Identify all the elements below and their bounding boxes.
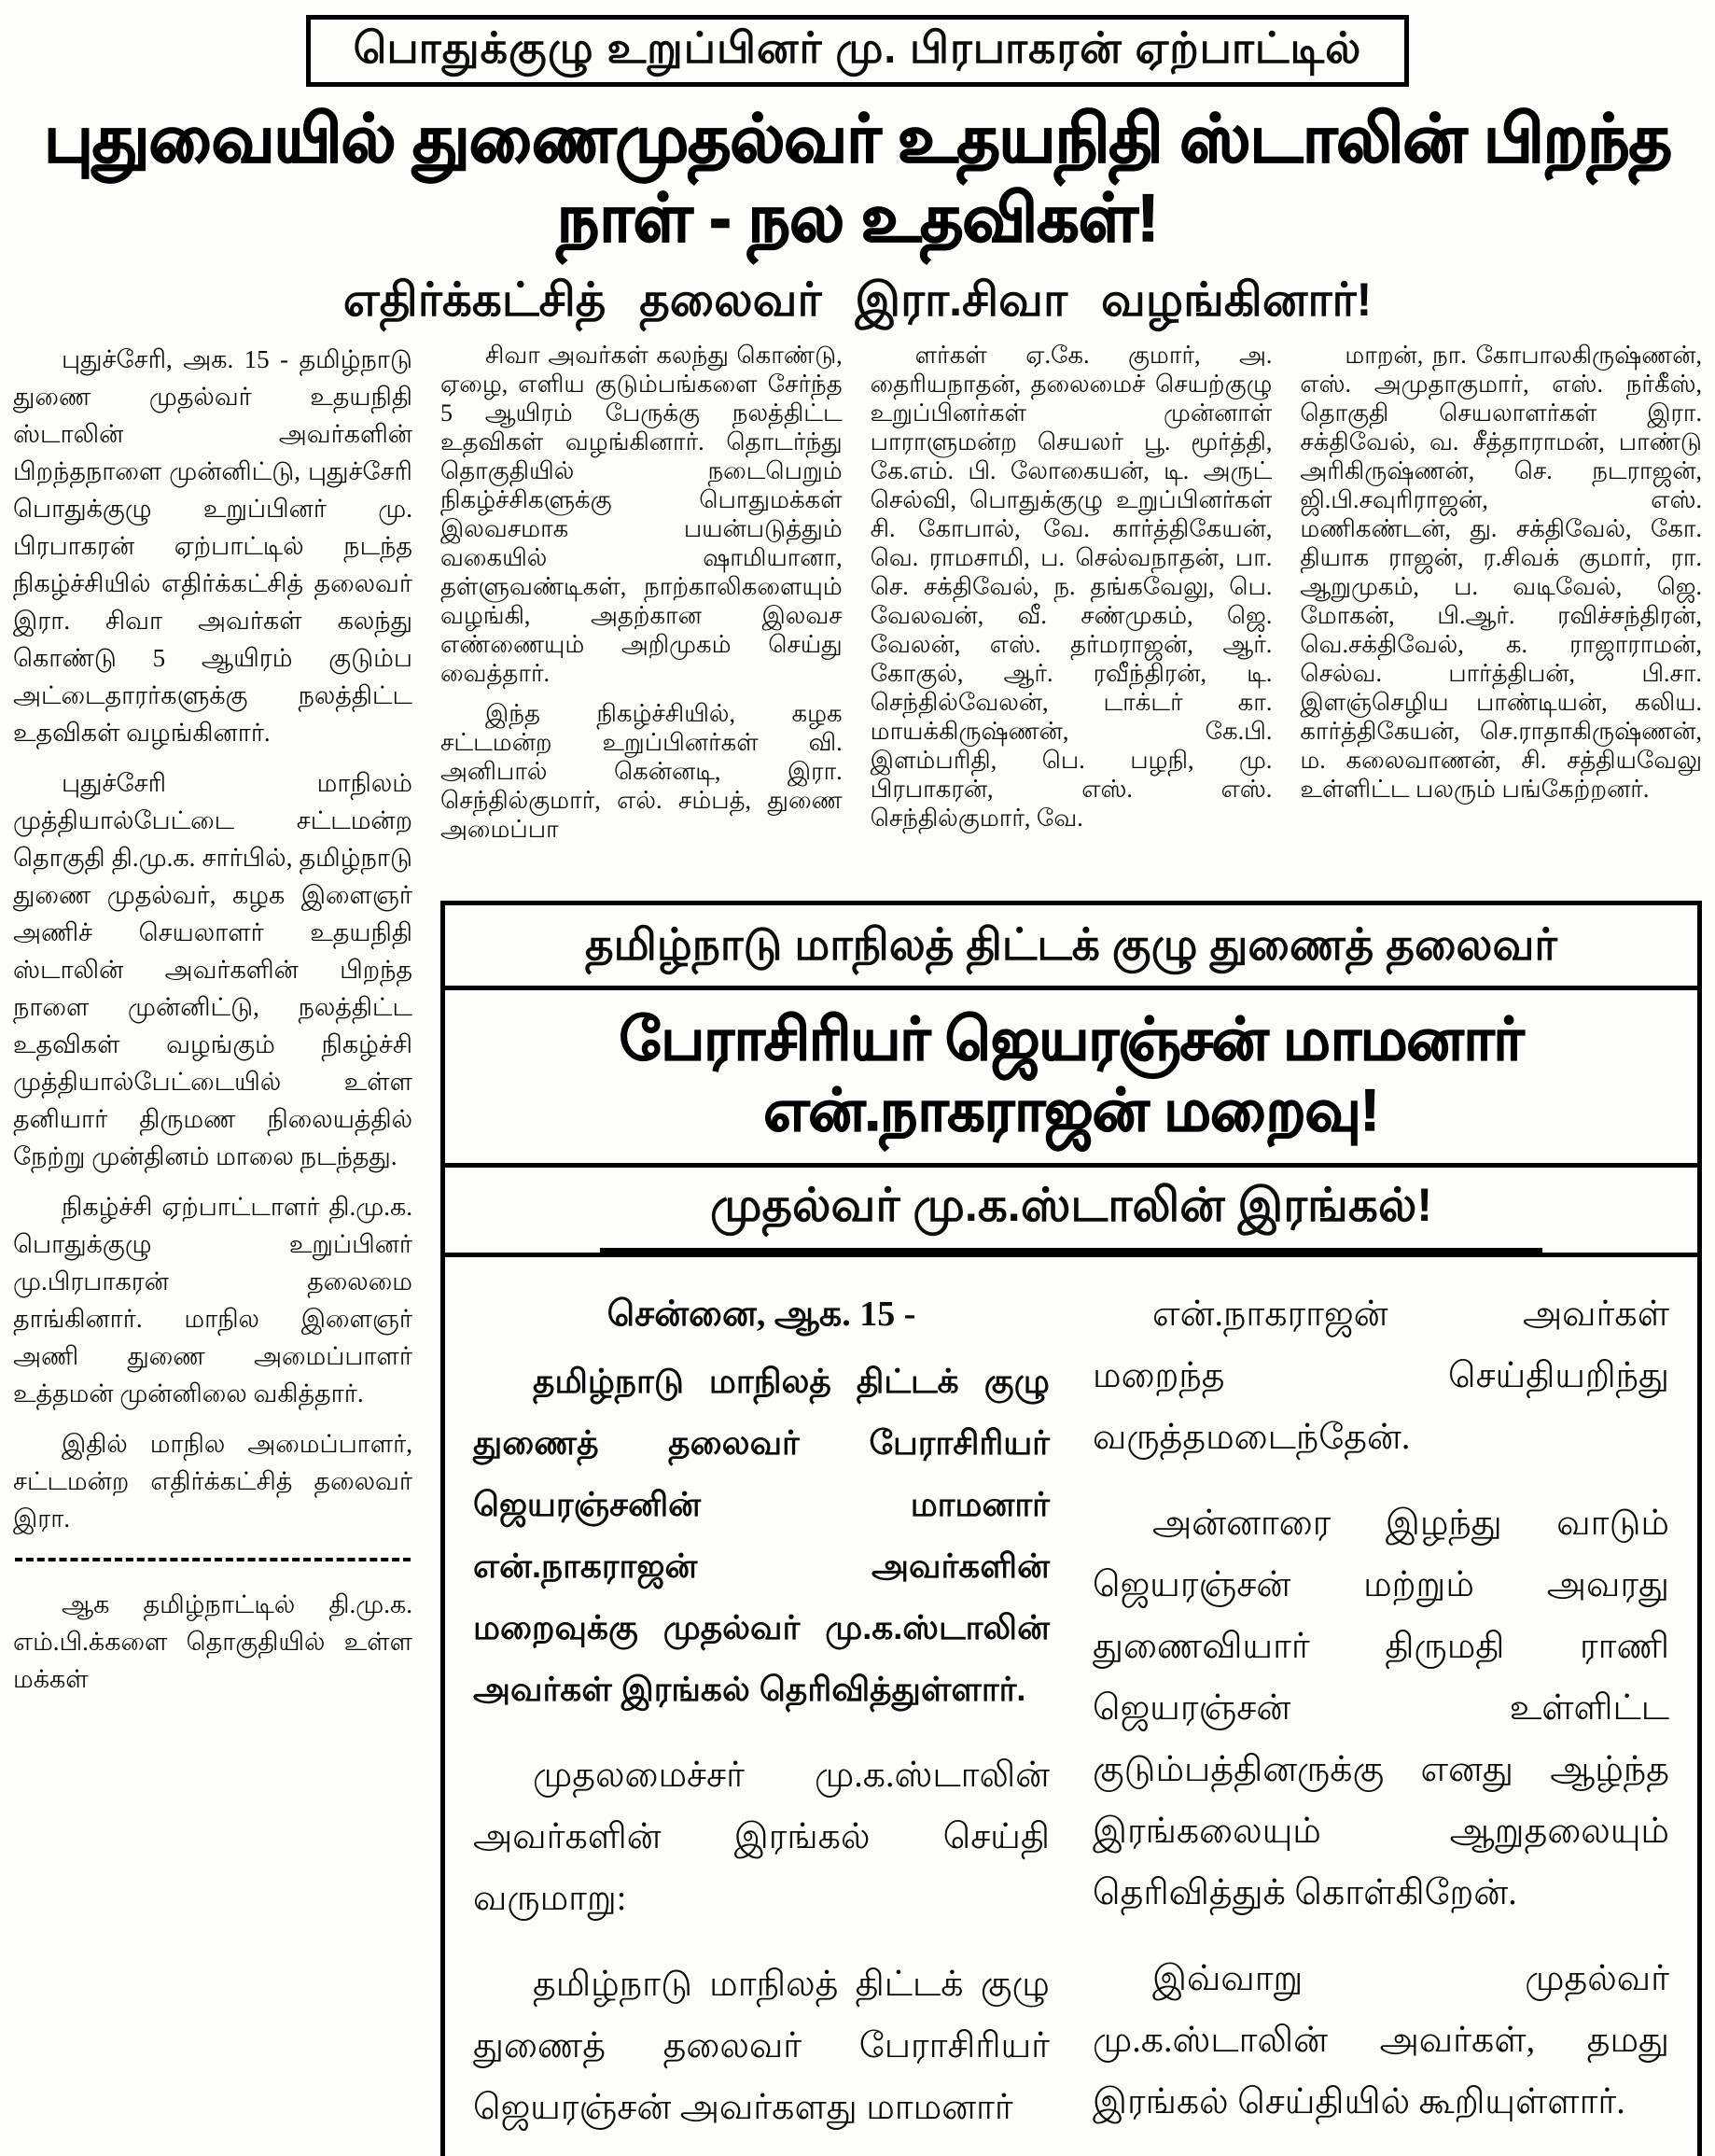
paragraph: முதலமைச்சர் மு.க.ஸ்டாலின் அவர்களின் இரங்கல் செய்தி வருமாறு:	[473, 1755, 1050, 1918]
paragraph: புதுச்சேரி மாநிலம் முத்தியால்பேட்டை சட்டமன்ற தொகுதி தி.மு.க. சார்பில், தமிழ்நாடு துணை முதல்வர், கழக இளைஞர் அணிச் செயலாளர் உதயநிதி ஸ்டாலின் அவர்களின் பிறந்த நாளை முன்னிட்டு, நலத்திட்ட உதவிகள் வழங்கும் நிகழ்ச்சி முத்தியால்பேட்டையில் உள்ள தனியார் திருமண நிலையத்தில் நேற்று முன்தினம் மாலை நடந்தது.	[13, 768, 412, 1170]
paragraph: சிவா அவர்கள் கலந்து கொண்டு, ஏழை, எளிய குடும்பங்களை சேர்ந்த 5 ஆயிரம் பேருக்கு நலத்திட்ட உதவிகள் வழங்கினார். தொடர்ந்து தொகுதியில் நடைபெறும் நிகழ்ச்சிகளுக்கு பொதுமக்கள் இலவசமாக பயன்படுத்தும் வகையில் ஷாமியானா, தள்ளுவண்டிகள், நாற்காலிகளையும் வழங்கி, அதற்கான இலவச எண்ணையும் அறிமுகம் செய்து வைத்தார்.	[440, 341, 843, 687]
paragraph: இதில் மாநில அமைப்பாளர், சட்டமன்ற எதிர்க்கட்சித் தலைவர் இரா.	[13, 1429, 412, 1533]
main-headline: புதுவையில் துணைமுதல்வர் உதயநிதி ஸ்டாலின் பிறந்த நாள் - நல உதவிகள்!	[44, 102, 1671, 257]
kicker-box: பொதுக்குழு உறுப்பினர் மு. பிரபாகரன் ஏற்பாட்டில்	[306, 15, 1410, 87]
paragraph: அன்னாரை இழந்து வாடும் ஜெயரஞ்சன் மற்றும் அவரது துணைவியார் திருமதி ராணி ஜெயரஞ்சன் உள்ளிட்ட குடும்பத்தினருக்கு எனது ஆழ்ந்த இரங்கலையும் ஆறுதலையும் தெரிவித்துக் கொள்கிறேன்.	[1093, 1503, 1669, 1912]
article1-column-1	[13, 341, 412, 2156]
paragraph: என்.நாகராஜன் அவர்கள் மறைந்த செய்தியறிந்து வருத்தமடைந்தேன்.	[1093, 1294, 1669, 1457]
obituary-box	[440, 901, 1702, 2156]
obituary-body	[445, 1257, 1697, 2156]
sub-headline: எதிர்க்கட்சித் தலைவர் இரா.சிவா வழங்கினார்!	[342, 273, 1373, 327]
obituary-column-2	[1093, 1283, 1669, 2156]
paragraph: புதுச்சேரி, அக. 15 - தமிழ்நாடு துணை முதல்வர் உதயநிதி ஸ்டாலின் அவர்களின் பிறந்தநாளை முன்னிட்டு, புதுச்சேரி பொதுக்குழு உறுப்பினர் மு. பிரபாகரன் ஏற்பாட்டில் நடந்த நிகழ்ச்சியில் எதிர்க்கட்சித் தலைவர் இரா. சிவா அவர்கள் கலந்து கொண்டு 5 ஆயிரம் குடும்ப அட்டைதாரர்களுக்கு நலத்திட்ட உதவிகள் வழங்கினார்.	[13, 344, 412, 747]
right-area	[440, 341, 1702, 2156]
paragraph: ஆக தமிழ்நாட்டில் தி.மு.க. எம்.பி.க்களை தொகுதியில் உள்ள மக்கள்	[13, 1589, 412, 1693]
obituary-headline: பேராசிரியர் ஜெயரஞ்சன் மாமனார் என்.நாகராஜன் மறைவு!	[445, 990, 1697, 1168]
paragraph: மாறன், நா. கோபாலகிருஷ்ணன், எஸ். அமுதாகுமார், எஸ். நர்கீஸ், தொகுதி செயலாளர்கள் இரா. சக்திவேல், வ. சீத்தாராமன், பாண்டு அரிகிருஷ்ணன், செ. நடராஜன், ஜி.பி.சவுரிராஜன், எஸ். மணிகண்டன், து. சக்திவேல், கோ. தியாக ராஜன், ர.சிவக் குமார், ரா. ஆறுமுகம், ப. வடிவேல், ஜெ. மோகன், பி.ஆர். ரவிச்சந்திரன், வெ.சக்திவேல், க. ராஜாராமன், செல்வ. பார்த்திபன், பி.சா. இளஞ்செழிய பாண்டியன், கலிய. கார்த்திகேயன், செ.ராதாகிருஷ்ணன், ம. கலைவாணன், சி. சத்தியவேலு உள்ளிட்ட பலரும் பங்கேற்றனர்.	[1300, 341, 1702, 803]
paragraph: இந்த நிகழ்ச்சியில், கழக சட்டமன்ற உறுப்பினர்கள் வி. அனிபால் கென்னடி, இரா. செந்தில்குமார், எல். சம்பத், துணை அமைப்பா	[440, 699, 843, 843]
kicker-row	[13, 15, 1702, 87]
obituary-kicker: தமிழ்நாடு மாநிலத் திட்டக் குழு துணைத் தலைவர்	[445, 905, 1697, 990]
article-body	[13, 341, 1702, 2156]
dateline: சென்னை, ஆக. 15 -	[607, 1294, 916, 1334]
obituary-subhead-row	[445, 1168, 1697, 1257]
obituary-subheadline: முதல்வர் மு.க.ஸ்டாலின் இரங்கல்!	[600, 1168, 1541, 1253]
paragraph: தமிழ்நாடு மாநிலத் திட்டக் குழு துணைத் தலைவர் பேராசிரியர் ஜெயரஞ்சன் அவர்களது மாமனார்	[473, 1964, 1050, 2127]
article1-column-2	[440, 341, 843, 893]
dashed-divider	[15, 1558, 411, 1561]
article1-columns-2-4	[440, 341, 1702, 893]
article1-column-3	[871, 341, 1273, 893]
paragraph: ளர்கள் ஏ.கே. குமார், அ. தைரியநாதன், தலைமைச் செயற்குழு உறுப்பினர்கள் முன்னாள் பாராளுமன்ற செயலர் பூ. மூர்த்தி, கே.எம். பி. லோகையன், டி. அருட் செல்வி, பொதுக்குழு உறுப்பினர்கள் சி. கோபால், வே. கார்த்திகேயன், வெ. ராமசாமி, ப. செல்வநாதன், பா. செ. சக்திவேல், ந. தங்கவேலு, பெ. வேலவன், வீ. சண்முகம், ஜெ. வேலன், எஸ். தர்மராஜன், ஆர். கோகுல், ஆர். ரவீந்திரன், டி. செந்தில்வேலன், டாக்டர் கா. மாயக்கிருஷ்ணன், கே.பி. இளம்பரிதி, பெ. பழநி, மு. பிரபாகரன், எஸ். எஸ். செந்தில்குமார், வே.	[870, 341, 1273, 832]
obituary-column-1	[473, 1283, 1050, 2156]
lead-paragraph: தமிழ்நாடு மாநிலத் திட்டக் குழு துணைத் தலைவர் பேராசிரியர் ஜெயரஞ்சனின் மாமனார் என்.நாகராஜன் அவர்களின் மறைவுக்கு முதல்வர் மு.க.ஸ்டாலின் அவர்கள் இரங்கல் தெரிவித்துள்ளார்.	[473, 1361, 1050, 1708]
paragraph: இவ்வாறு முதல்வர் மு.க.ஸ்டாலின் அவர்கள், தமது இரங்கல் செய்தியில் கூறியுள்ளார்.	[1093, 1958, 1669, 2121]
article1-column-4	[1300, 341, 1702, 893]
paragraph: நிகழ்ச்சி ஏற்பாட்டாளர் தி.மு.க. பொதுக்குழு உறுப்பினர் மு.பிரபாகரன் தலைமை தாங்கினார். மாநில இளைஞர் அணி துணை அமைப்பாளர் உத்தமன் முன்னிலை வகித்தார்.	[13, 1192, 412, 1407]
